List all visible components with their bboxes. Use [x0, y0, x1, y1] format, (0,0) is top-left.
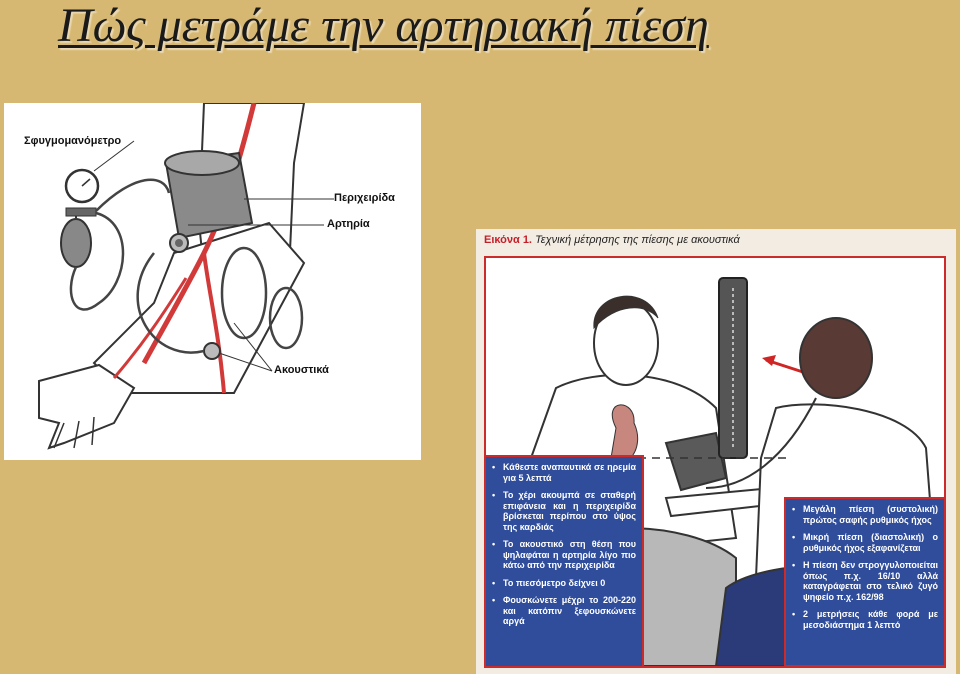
figure-caption-number: Εικόνα 1. — [484, 234, 532, 246]
page-title: Πώς μετράμε την αρτηριακή πίεση — [58, 0, 709, 52]
instruction-item: • Το ακουστικό στη θέση που ψηλαφάται η αρτηρία λίγο πιο κάτω από την περιχειρίδα — [492, 539, 636, 571]
figure-caption-text: Τεχνική μέτρησης της πίεσης με ακουστικά — [535, 234, 740, 246]
instructions-list-right — [786, 499, 944, 641]
instruction-item: • Το χέρι ακουμπά σε σταθερή επιφάνεια και η περιχειρίδα βρίσκεται περίπου στο ύψος της καρδιάς — [492, 490, 636, 532]
arm-cuff-drawing — [4, 103, 421, 460]
artery-label: Αρτηρία — [327, 218, 370, 230]
cuff-label: Περιχειρίδα — [334, 192, 395, 204]
instruction-item: • Μικρή πίεση (διαστολική) ο ρυθμικός ήχος εξαφανίζεται — [792, 532, 938, 553]
instruction-item: • Μεγάλη πίεση (συστολική) πρώτος σαφής ρυθμικός ήχος — [792, 504, 938, 525]
instructions-box-left — [484, 455, 644, 668]
figure-caption — [484, 234, 740, 246]
stethoscope-label: Ακουστικά — [274, 364, 329, 376]
instruction-item: • Φουσκώνετε μέχρι το 200-220 και κατόπιν ξεφουσκώνετε αργά — [492, 595, 636, 627]
instructions-box-right — [784, 497, 946, 667]
sphygmomanometer-label: Σφυγμομανόμετρο — [24, 135, 122, 147]
bp-anatomy-illustration — [4, 103, 421, 460]
instruction-item: • Το πιεσόμετρο δείχνει 0 — [492, 578, 636, 589]
instruction-item: • 2 μετρήσεις κάθε φορά με μεσοδιάστημα 1 λεπτό — [792, 609, 938, 630]
instructions-list-left — [486, 457, 642, 638]
instruction-item: • Κάθεστε αναπαυτικά σε ηρεμία για 5 λεπτά — [492, 462, 636, 483]
instruction-item: • Η πίεση δεν στρογγυλοποιείται όπως π.χ. 16/10 αλλά καταγράφεται στο τελικό ζυγό ψηφείο π.χ. 162/98 — [792, 560, 938, 602]
